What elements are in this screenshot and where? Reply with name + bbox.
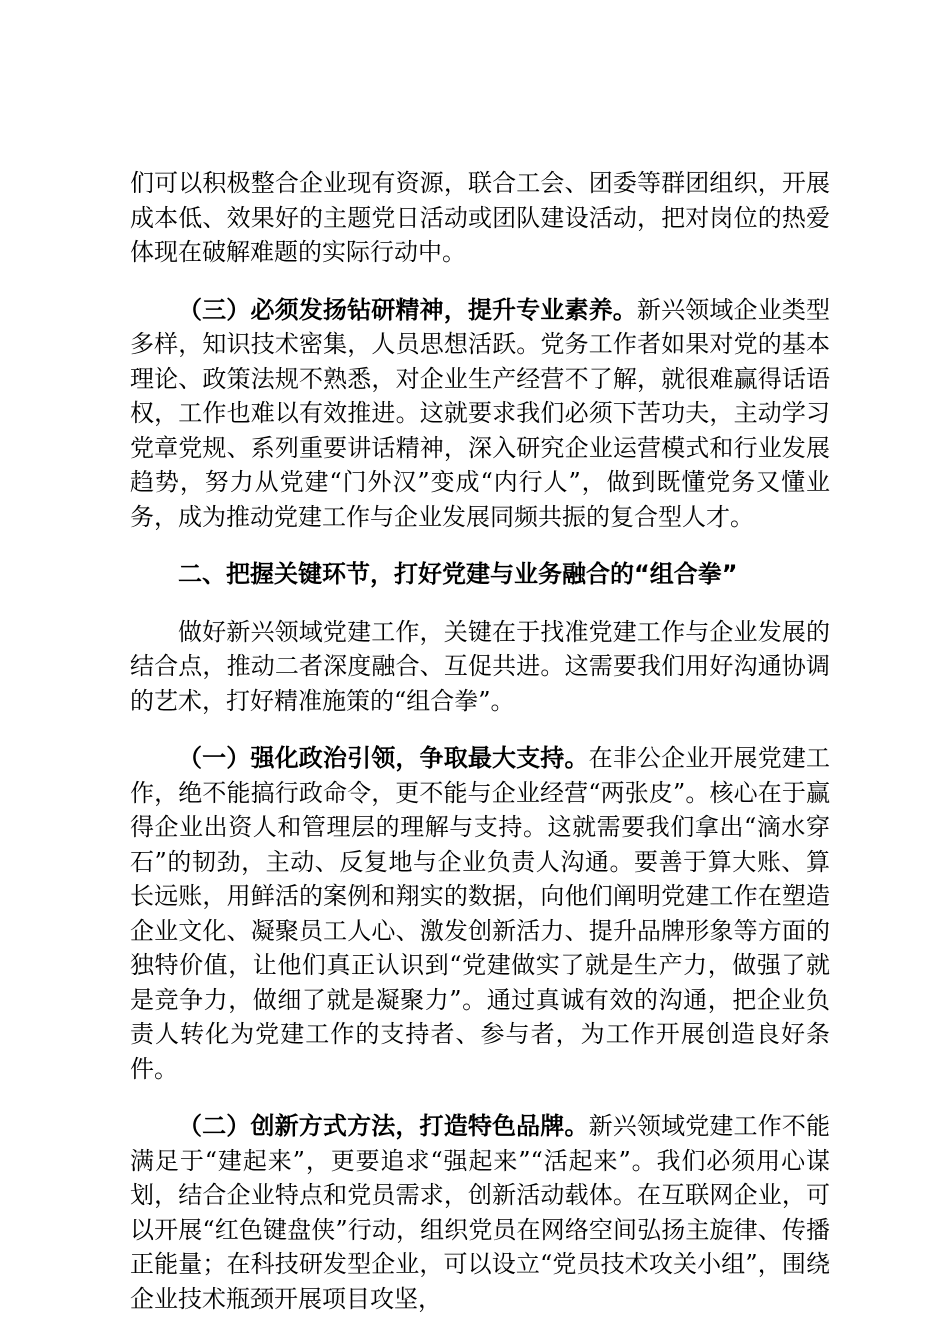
paragraph-body: 新兴领域企业类型多样，知识技术密集，人员思想活跃。党务工作者如果对党的基本理论、政策法规不熟悉，对企业生产经营不了解，就很难赢得话语权，工作也难以有效推进。这就要求我们必须下苦功夫，主动学习党章党规、系列重要讲话精神，深入研究企业运营模式和行业发展趋势，努力从党建“门外汉”变成“内行人”，做到既懂党务又懂业务，成为推动党建工作与企业发展同频共振的复合型人才。 [130, 295, 830, 531]
paragraph-section-1 [130, 741, 830, 1086]
paragraph-lead-heading: （二）创新方式方法，打造特色品牌。 [178, 1112, 589, 1140]
paragraph-lead-heading: （一）强化政治引领，争取最大支持。 [178, 744, 589, 772]
paragraph-lead-heading: （三）必须发扬钻研精神，提升专业素养。 [178, 295, 637, 324]
paragraph-section-3 [130, 293, 830, 535]
paragraph-section-2 [130, 1109, 830, 1316]
paragraph-body: 新兴领域党建工作不能满足于“建起来”，更要追求“强起来”“活起来”。我们必须用心谋划，结合企业特点和党员需求，创新活动载体。在互联网企业，可以开展“红色键盘侠”行动，组织党员在网络空间弘扬主旋律、传播正能量；在科技研发型企业，可以设立“党员技术攻关小组”，围绕企业技术瓶颈开展项目攻坚， [130, 1112, 831, 1313]
paragraph-continued: 们可以积极整合企业现有资源，联合工会、团委等群团组织，开展成本低、效果好的主题党日活动或团队建设活动，把对岗位的热爱体现在破解难题的实际行动中。 [130, 169, 830, 266]
section-heading: 二、把握关键环节，打好党建与业务融合的“组合拳” [178, 560, 738, 588]
document-page [130, 166, 830, 1339]
paragraph-body: 在非公企业开展党建工作，绝不能搞行政命令，更不能与企业经营“两张皮”。核心在于赢得企业出资人和管理层的理解与支持。这就需要我们拿出“滴水穿石”的韧劲，主动、反复地与企业负责人沟通。要善于算大账、算长远账，用鲜活的案例和翔实的数据，向他们阐明党建工作在塑造企业文化、凝聚员工人心、激发创新活力、提升品牌形象等方面的独特价值，让他们真正认识到“党建做实了就是生产力，做强了就是竞争力，做细了就是凝聚力”。通过真诚有效的沟通，把企业负责人转化为党建工作的支持者、参与者，为工作开展创造良好条件。 [130, 744, 831, 1083]
paragraph-intro: 做好新兴领域党建工作，关键在于找准党建工作与企业发展的结合点，推动二者深度融合、互促共进。这需要我们用好沟通协调的艺术，打好精准施策的“组合拳”。 [130, 617, 830, 715]
